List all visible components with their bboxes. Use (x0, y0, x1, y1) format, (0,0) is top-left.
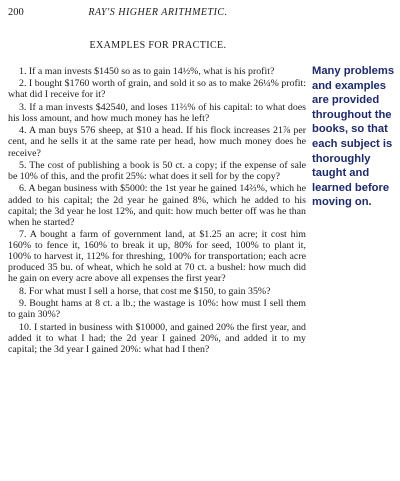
section-title: EXAMPLES FOR PRACTICE. (89, 40, 227, 51)
problem-9: 9. Bought hams at 8 ct. a lb.; the wastage is 10%: how must I sell them to gain 30%? (8, 298, 306, 321)
problem-10: 10. I started in business with $10000, and gained 20% the first year, and added it to what I had; the 2d year I gained 20%, and added it to my capital; the 3d year I gained 20%: what had I then? (8, 321, 306, 355)
problem-list (8, 66, 306, 356)
page-header (8, 7, 308, 21)
problem-4: 4. A man buys 576 sheep, at $10 a head. If his flock increases 21⅞ per cent, and he sells it at the same rate per head, how much money does he receive? (8, 125, 306, 159)
problem-3: 3. If a man invests $42540, and loses 11⅔% of his capital: to what does his loss amount, and how much money has he left? (8, 101, 306, 124)
sidebar-note: Many problems and examples are provided throughout the books, so that each subject is thoroughly taught and learned before moving on. (312, 65, 395, 209)
problem-1: 1. If a man invests $1450 so as to gain 14½%, what is his profit? (19, 66, 275, 77)
problem-6: 6. A began business with $5000: the 1st year he gained 14⅔%, which he added to his capital; the 2d year he gained 8%, which he added to his capital; the 3d year he lost 12%, and quit: how much better off was he than when he started? (8, 183, 306, 228)
problem-2: 2. I bought $1760 worth of grain, and sold it so as to make 26¼% profit: what did I receive for it? (8, 78, 306, 101)
problem-5: 5. The cost of publishing a book is 50 ct. a copy; if the expense of sale be 10% of this, and the profit 25%: what does it sell for by the copy? (8, 159, 306, 183)
problem-8: 8. For what must I sell a horse, that cost me $150, to gain 35%? (19, 285, 271, 297)
running-head: RAY'S HIGHER ARITHMETIC. (88, 7, 228, 18)
problem-7: 7. A bought a farm of government land, at $1.25 an acre; it cost him 160% to fence it, 160% to break it up, 80% for seed, 100% to plant it, 100% to harvest it, 112% for threshing, 100% for transportation; each acre produced 35 bu. of wheat, which he sold at 70 ct. a bushel: how much did he gain on every acre above all expenses the first year? (8, 229, 306, 285)
page-number: 200 (8, 7, 24, 18)
